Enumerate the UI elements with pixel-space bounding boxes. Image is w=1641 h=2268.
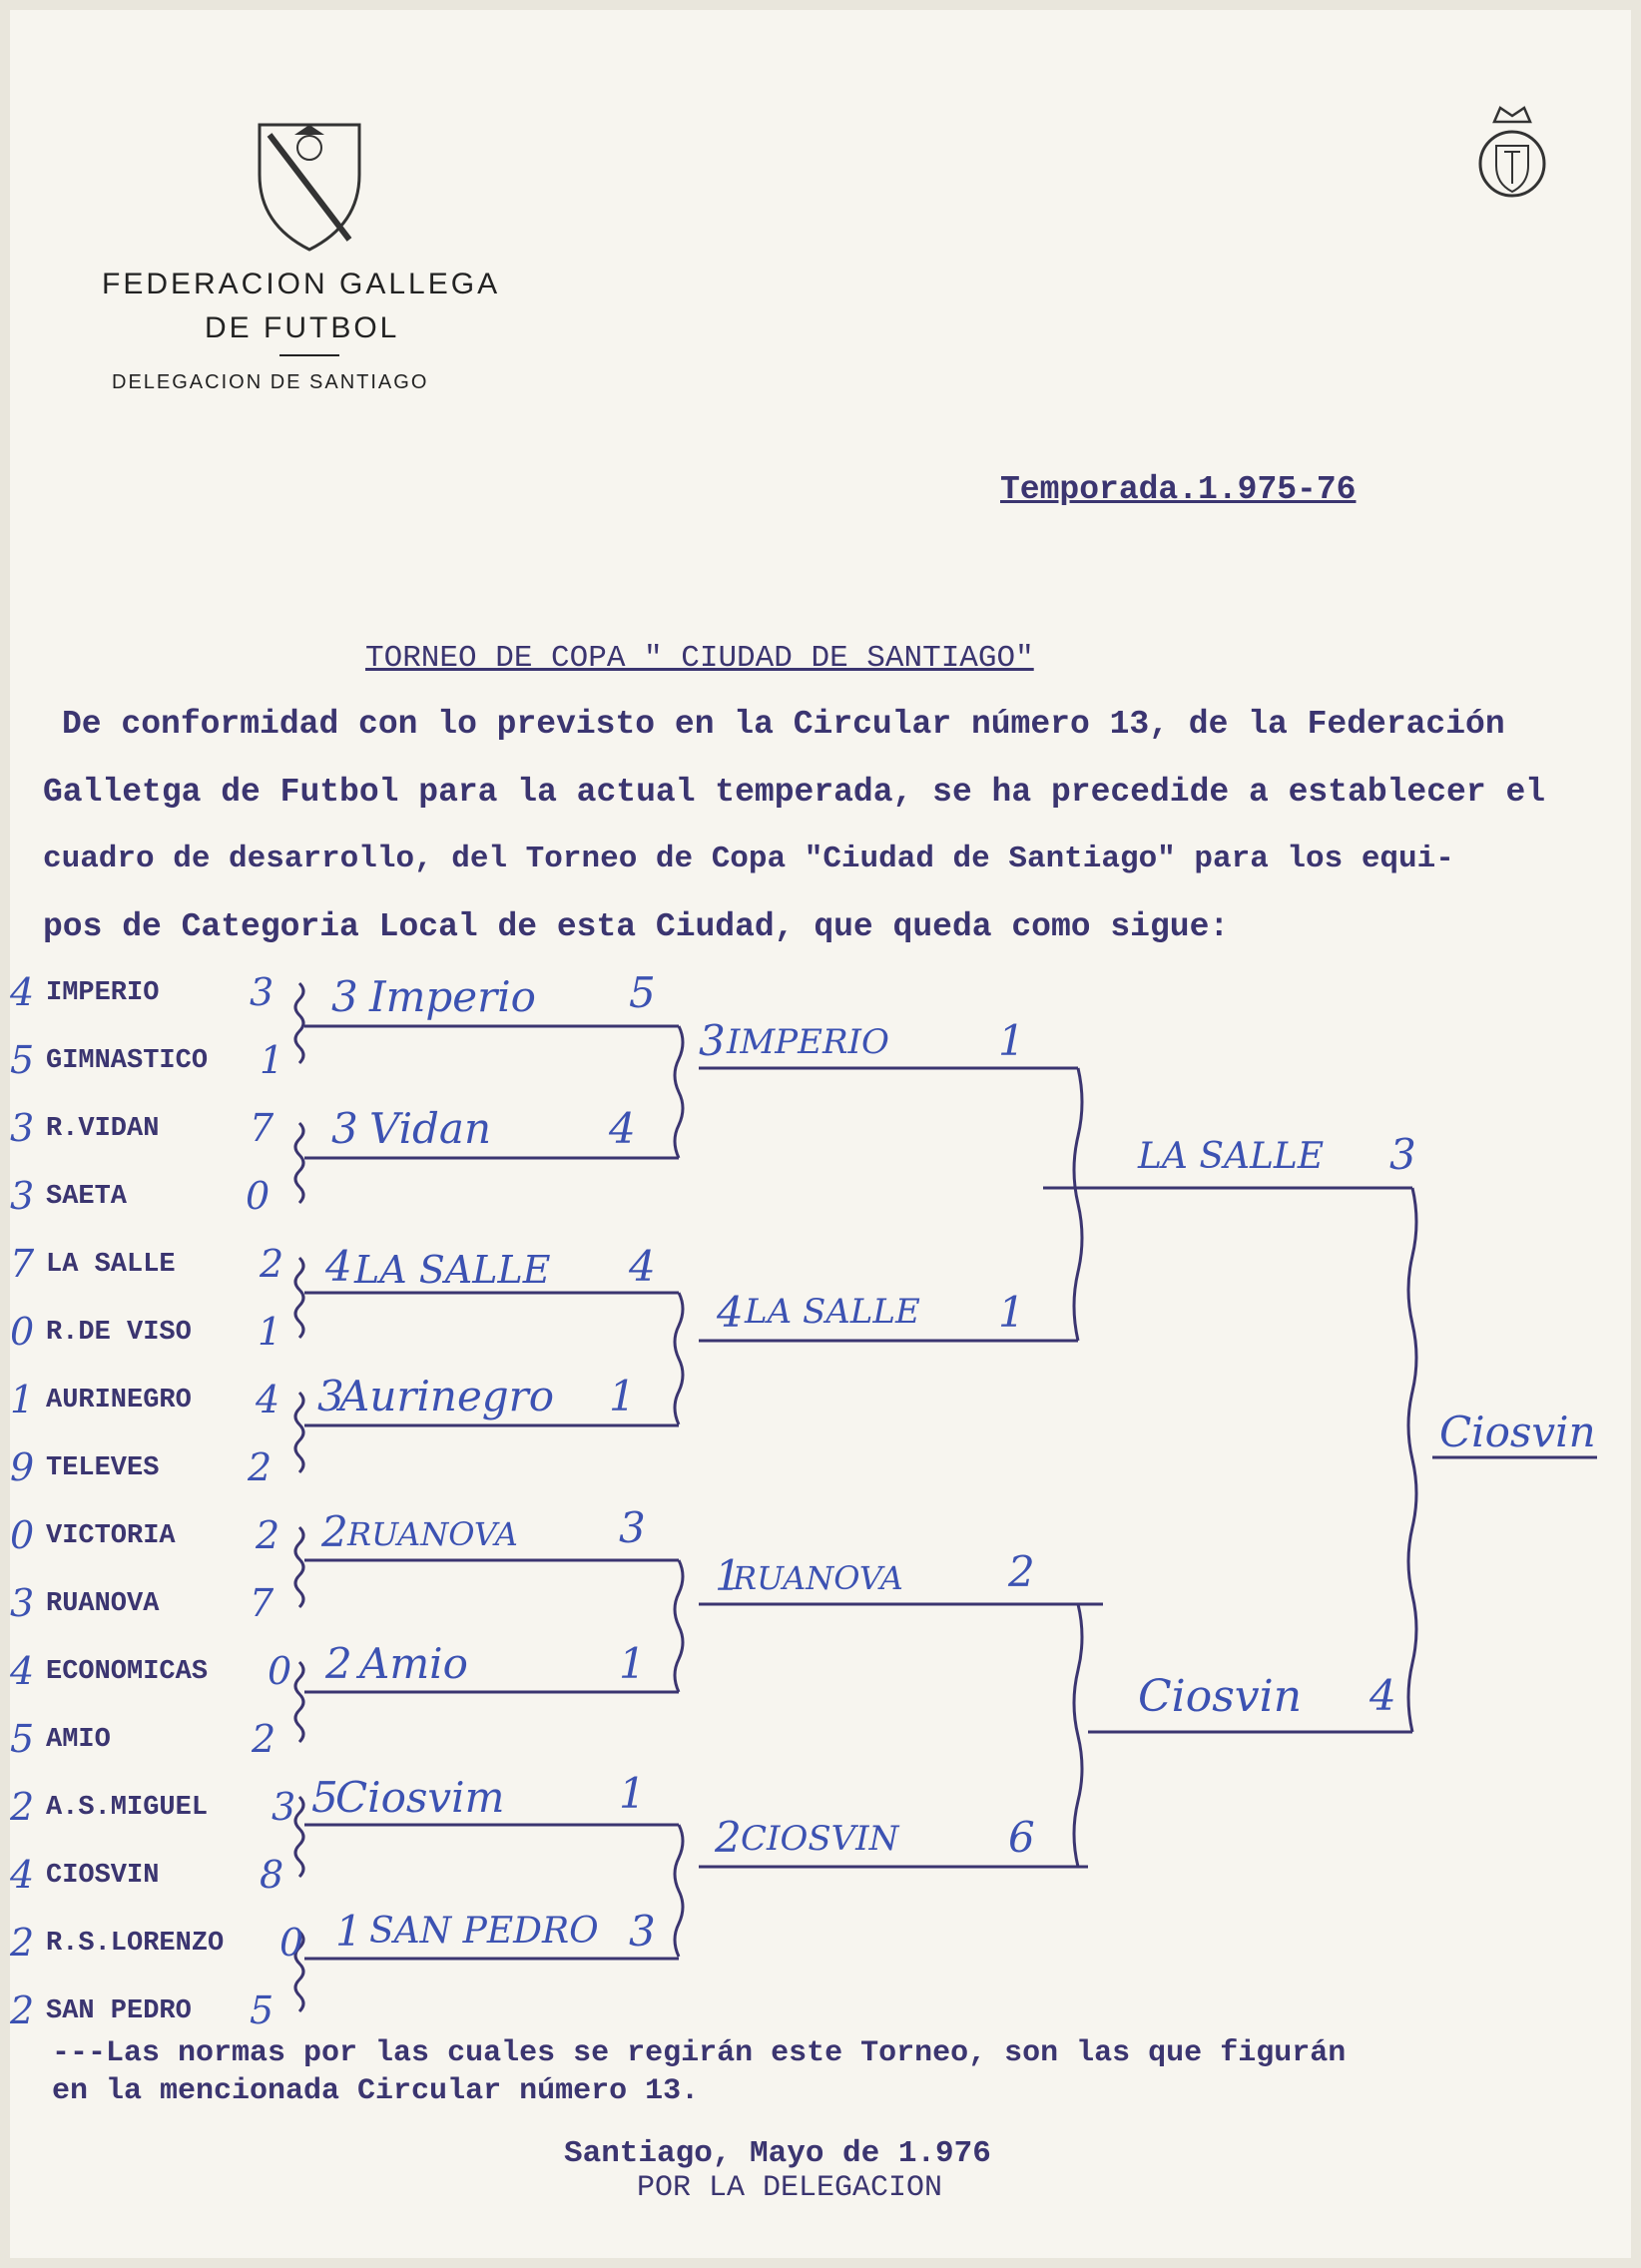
round2-team: Amio	[359, 1639, 468, 1688]
round1-team: LA SALLE	[46, 1250, 176, 1280]
round1-team: CIOSVIN	[46, 1861, 160, 1891]
round1-score: 3	[250, 970, 274, 1014]
round1-score: 2	[252, 1717, 276, 1761]
round2-prefix: 3	[317, 1372, 344, 1420]
intro-line-1: De conformidad con lo previsto en la Circular número 13, de la Federación	[62, 706, 1505, 743]
round1-team: RUANOVA	[46, 1589, 160, 1619]
intro-line-2: Galletga de Futbol para la actual temperada, se ha precedide a establecer el	[43, 774, 1546, 811]
document-title: TORNEO DE COPA " CIUDAD DE SANTIAGO"	[365, 641, 1034, 676]
round1-score: 0	[279, 1921, 304, 1965]
round2-prefix: 4	[325, 1242, 352, 1291]
round2-team: LA SALLE	[354, 1248, 551, 1292]
round1-score: 2	[260, 1242, 284, 1286]
round2-prefix: 2	[325, 1639, 352, 1688]
signoff-place-date: Santiago, Mayo de 1.976	[564, 2136, 991, 2171]
round2-score: 1	[619, 1639, 646, 1688]
round2-prefix: 1	[335, 1907, 362, 1956]
round1-team: IMPERIO	[46, 978, 160, 1008]
round1-rank: 2	[10, 1785, 35, 1829]
round1-team: AURINEGRO	[46, 1386, 192, 1416]
round1-score: 2	[256, 1513, 280, 1557]
letterhead-line2: DE FUTBOL	[205, 311, 400, 344]
intro-line-3: cuadro de desarrollo, del Torneo de Copa "Ciudad de Santiago" para los equi-	[43, 842, 1454, 876]
round1-rank: 0	[10, 1310, 35, 1354]
round1-score: 2	[248, 1445, 273, 1489]
round1-rank: 2	[10, 1988, 35, 2032]
document-page	[10, 10, 1631, 2258]
round1-team: TELEVES	[46, 1453, 160, 1483]
round1-team: R.VIDAN	[46, 1114, 160, 1144]
round2-team: Aurinegro	[339, 1372, 555, 1420]
round1-team: SAN PEDRO	[46, 1996, 192, 2026]
round1-rank: 3	[10, 1174, 35, 1218]
round3-prefix: 2	[715, 1813, 742, 1862]
round4-team: LA SALLE	[1138, 1136, 1325, 1177]
round1-team: SAETA	[46, 1182, 128, 1212]
round1-score: 4	[256, 1378, 280, 1421]
round3-team: CIOSVIN	[741, 1819, 899, 1859]
round2-score: 1	[609, 1372, 636, 1420]
round3-prefix: 1	[715, 1551, 742, 1600]
round3-prefix: 4	[717, 1288, 744, 1337]
round1-rank: 3	[10, 1106, 35, 1150]
round1-score: 0	[246, 1174, 271, 1218]
round3-score: 1	[998, 1288, 1025, 1337]
round1-score: 3	[272, 1785, 296, 1829]
round1-rank: 0	[10, 1513, 35, 1557]
round1-score: 5	[250, 1988, 274, 2032]
round1-rank: 4	[10, 1649, 35, 1693]
signoff-by: POR LA DELEGACION	[637, 2171, 943, 2205]
round1-team: ECONOMICAS	[46, 1657, 209, 1687]
round2-score: 1	[619, 1769, 646, 1818]
round2-team: Imperio	[369, 972, 536, 1021]
round1-score: 0	[268, 1649, 292, 1693]
round3-team: IMPERIO	[727, 1022, 889, 1062]
round1-rank: 5	[10, 1038, 35, 1082]
round1-team: VICTORIA	[46, 1521, 176, 1551]
round1-rank: 5	[10, 1717, 35, 1761]
round3-score: 6	[1008, 1813, 1035, 1862]
round1-rank: 9	[10, 1445, 35, 1489]
intro-line-4: pos de Categoria Local de esta Ciudad, que queda como sigue:	[43, 908, 1230, 945]
round1-team: R.S.LORENZO	[46, 1929, 225, 1959]
round1-rank: 7	[10, 1242, 35, 1286]
round4-score: 3	[1389, 1130, 1416, 1179]
round1-team: A.S.MIGUEL	[46, 1793, 209, 1823]
round1-rank: 4	[10, 970, 35, 1014]
round1-rank: 3	[10, 1581, 35, 1625]
round1-rank: 2	[10, 1921, 35, 1965]
footer-note-line-1: ---Las normas por las cuales se regirán este Torneo, son las que figurán	[52, 2036, 1347, 2070]
footer-note-line-2: en la mencionada Circular número 13.	[52, 2074, 700, 2108]
round1-score: 8	[260, 1853, 284, 1897]
round3-score: 2	[1008, 1547, 1035, 1596]
round1-score: 1	[258, 1310, 282, 1354]
round2-team: SAN PEDRO	[369, 1911, 599, 1952]
round3-team: LA SALLE	[745, 1292, 920, 1332]
letterhead-line3: DELEGACION DE SANTIAGO	[112, 371, 429, 393]
round1-rank: 1	[10, 1378, 35, 1421]
round2-prefix: 2	[321, 1507, 348, 1556]
letterhead-line1: FEDERACION GALLEGA	[102, 268, 501, 300]
round2-team: Vidan	[369, 1104, 492, 1153]
round3-team: RUANOVA	[733, 1559, 903, 1597]
round2-team: RUANOVA	[347, 1515, 518, 1553]
round3-prefix: 3	[699, 1016, 726, 1065]
round1-score: 7	[250, 1106, 274, 1150]
round2-score: 3	[629, 1907, 656, 1956]
round1-team: GIMNASTICO	[46, 1046, 209, 1076]
round2-score: 4	[609, 1104, 636, 1153]
round2-score: 5	[629, 968, 656, 1017]
round1-score: 1	[260, 1038, 284, 1082]
round1-score: 7	[250, 1581, 274, 1625]
round4-team: Ciosvin	[1138, 1671, 1303, 1722]
round2-score: 3	[619, 1503, 646, 1552]
round2-team: Ciosvim	[335, 1773, 505, 1822]
round4-score: 4	[1369, 1671, 1396, 1720]
tournament-winner: Ciosvin	[1439, 1408, 1596, 1456]
round2-score: 4	[629, 1242, 656, 1291]
round1-team: AMIO	[46, 1725, 111, 1755]
season-label: Temporada.1.975-76	[1000, 471, 1357, 508]
round2-prefix: 3	[331, 1104, 358, 1153]
round1-rank: 4	[10, 1853, 35, 1897]
round3-score: 1	[998, 1016, 1025, 1065]
round1-team: R.DE VISO	[46, 1318, 192, 1348]
round2-prefix: 5	[311, 1773, 338, 1822]
round2-prefix: 3	[331, 972, 358, 1021]
